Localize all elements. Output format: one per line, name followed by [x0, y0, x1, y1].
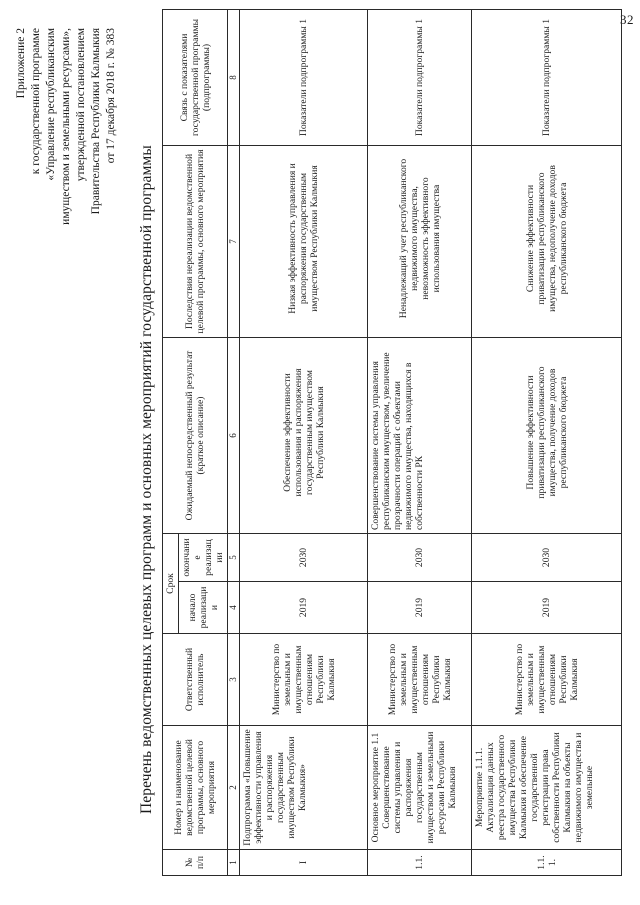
header-executor: Ответственный исполнитель — [163, 634, 228, 726]
row-name: Мероприятие 1.1.1. Актуализация данных реестра государственного имущества Республики Калмыкия и обеспечение государственной регистрации права собственности Республики Калмыкия на объекты недвижимого имущества и земельные — [472, 726, 622, 850]
row-num: 1.1.1. — [472, 850, 622, 876]
row-end: 2030 — [240, 534, 368, 582]
row-consequences: Низкая эффективность управления и распоряжения государственным имуществом Республики Калмыкия — [240, 146, 368, 338]
header-link: Связь с показателями государственной программы (подпрограммы) — [163, 10, 228, 146]
row-end: 2030 — [368, 534, 472, 582]
row-start: 2019 — [240, 582, 368, 634]
row-start: 2019 — [472, 582, 622, 634]
row-link: Показатели подпрограммы 1 — [368, 10, 472, 146]
column-number: 8 — [228, 10, 240, 146]
appendix-line: «Управление республиканским — [45, 28, 57, 181]
appendix-line: к государственной программе — [30, 28, 42, 175]
row-name: Подпрограмма «Повышение эффективности управления и распоряжения государственным имуществом Республики Калмыкия» — [240, 726, 368, 850]
row-name: Основное мероприятие 1.1 Совершенствование системы управления и распоряжения государственным имуществом и земельными ресурсами Республики Калмыкия — [368, 726, 472, 850]
appendix-header — [14, 28, 119, 358]
header-consequences: Последствия нереализации ведомственной целевой программы, основного мероприятия — [163, 146, 228, 338]
appendix-line: от 17 декабря 2018 г. № 383 — [105, 28, 117, 164]
row-executor: Министерство по земельным и имущественным отношениям Республики Калмыкия — [368, 634, 472, 726]
row-consequences: Ненадлежащий учет республиканского недвижимого имущества, невозможность эффективного использования имущества — [368, 146, 472, 338]
column-number: 4 — [228, 582, 240, 634]
rotated-page-content — [10, 0, 630, 900]
header-term-start: начало реализации — [179, 582, 228, 634]
document-title: Перечень ведомственных целевых программ и основных мероприятий государственной программы — [138, 145, 155, 814]
table-row — [472, 10, 622, 876]
appendix-line: Правительства Республики Калмыкия — [90, 28, 102, 215]
row-end: 2030 — [472, 534, 622, 582]
row-start: 2019 — [368, 582, 472, 634]
row-executor: Министерство по земельным и имущественным отношениям Республики Калмыкия — [240, 634, 368, 726]
table-row — [368, 10, 472, 876]
appendix-line: имуществом и земельными ресурсами», — [60, 28, 72, 225]
column-number: 1 — [228, 850, 240, 876]
header-result: Ожидаемый непосредственный результат (краткое описание) — [163, 338, 228, 534]
appendix-line: утвержденной постановлением — [75, 28, 87, 182]
row-executor: Министерство по земельным и имущественным отношениям Республики Калмыкия — [472, 634, 622, 726]
row-result: Совершенствование системы управления республиканским имуществом, увеличение прозрачности операций с объектами недвижимого имущества, находящихся в собственности РК — [368, 338, 472, 534]
table-row — [240, 10, 368, 876]
row-consequences: Снижение эффективности приватизации республиканского имущества, недополучение доходов республиканского бюджета — [472, 146, 622, 338]
column-number: 3 — [228, 634, 240, 726]
row-result: Повышение эффективности приватизации республиканского имущества, получение доходов республиканского бюджета — [472, 338, 622, 534]
row-link: Показатели подпрограммы 1 — [240, 10, 368, 146]
column-number: 5 — [228, 534, 240, 582]
page-number: 32 — [620, 12, 634, 27]
header-name: Номер и наименование ведомственной целевой программы, основного мероприятия — [163, 726, 228, 850]
header-num: № п/п — [163, 850, 228, 876]
header-term: Срок — [163, 534, 179, 634]
column-number: 6 — [228, 338, 240, 534]
appendix-line: Приложение 2 — [15, 28, 27, 99]
header-term-end: окончание реализации — [179, 534, 228, 582]
programs-table — [162, 9, 622, 876]
column-number: 7 — [228, 146, 240, 338]
row-num: 1.1. — [368, 850, 472, 876]
row-num: I — [240, 850, 368, 876]
column-number: 2 — [228, 726, 240, 850]
row-result: Обеспечение эффективности использования и распоряжения государственным имуществом Республики Калмыкия — [240, 338, 368, 534]
row-link: Показатели подпрограммы 1 — [472, 10, 622, 146]
